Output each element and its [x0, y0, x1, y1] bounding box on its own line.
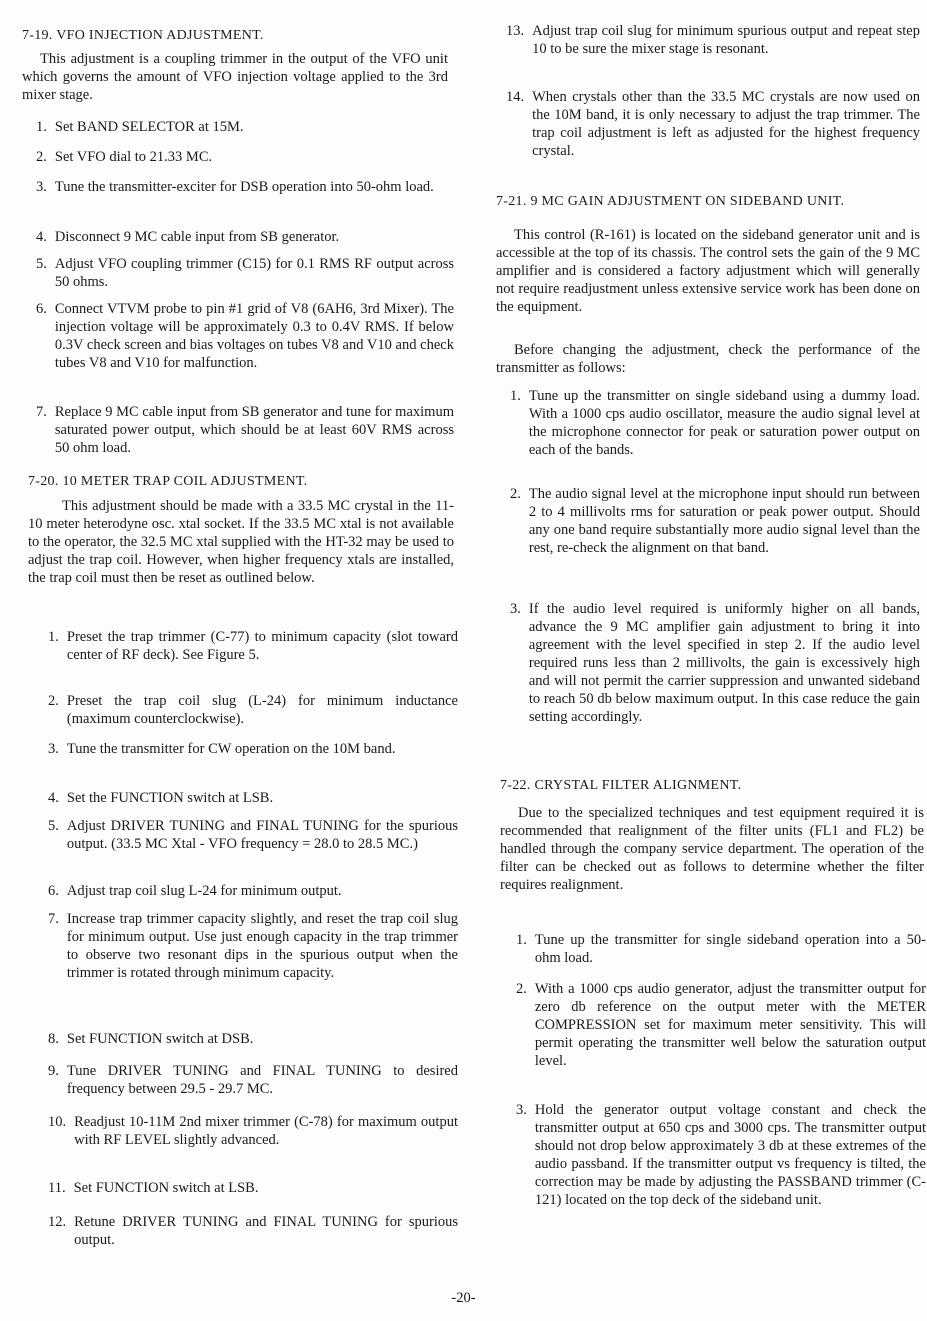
step-item [36, 118, 454, 136]
step-number: 5. [48, 818, 59, 834]
step-text: The audio signal level at the microphone input should run between 2 to 4 millivolts rms for saturation or peak power output. Should any one band require substantially more audio signal level than the rest, re-check the alignment on that band. [528, 486, 920, 556]
step-text: Adjust trap coil slug for minimum spurious output and repeat step 10 to be sure the mixer stage is resonant. [532, 23, 920, 57]
step-item [48, 1030, 458, 1048]
section-heading-7-22: 7-22. CRYSTAL FILTER ALIGNMENT. [500, 778, 742, 793]
step-number: 13. [506, 23, 525, 39]
step-item [48, 692, 458, 728]
step-number: 3. [36, 179, 47, 195]
step-item [36, 300, 454, 372]
section-paragraph: This control (R-161) is located on the sideband generator unit and is accessible at the top of its chassis. The control sets the gain of the 9 MC amplifier and is considered a factory adjustment which will generally not require readjustment unless extensive service work has been done on the equipment. [496, 227, 920, 315]
step-text: With a 1000 cps audio generator, adjust the transmitter output for zero db reference on the output meter with the METER COMPRESSION set for maximum meter sensitivity. This will permit operating the transmitter well below the saturation output level. [534, 981, 926, 1069]
step-item [48, 740, 458, 758]
step-item [516, 980, 926, 1070]
step-item [48, 910, 458, 982]
step-number: 7. [36, 404, 47, 420]
step-text: Adjust DRIVER TUNING and FINAL TUNING for the spurious output. (33.5 MC Xtal - VFO frequency = 28.0 to 28.5 MC.) [66, 818, 458, 852]
step-text: Set FUNCTION switch at LSB. [73, 1180, 259, 1196]
step-number: 4. [36, 229, 47, 245]
step-item [36, 178, 454, 196]
step-text: Set VFO dial to 21.33 MC. [54, 149, 213, 165]
step-item [506, 88, 920, 160]
step-text: Tune the transmitter for CW operation on the 10M band. [66, 741, 396, 757]
step-text: Preset the trap coil slug (L-24) for minimum inductance (maximum counterclockwise). [66, 693, 458, 727]
step-number: 9. [48, 1063, 59, 1079]
step-item [48, 882, 458, 900]
step-item [48, 789, 458, 807]
step-text: Replace 9 MC cable input from SB generator and tune for maximum saturated power output, which should be at least 60V RMS across 50 ohm load. [54, 404, 454, 456]
step-number: 5. [36, 256, 47, 272]
step-number: 8. [48, 1031, 59, 1047]
section-paragraph: Due to the specialized techniques and test equipment required it is recommended that realignment of the filter units (FL1 and FL2) be handled through the company service department. The operation of the filter can be checked out as follows to determine whether the filter requires realignment. [500, 805, 924, 893]
step-item [36, 228, 454, 246]
step-number: 3. [48, 741, 59, 757]
step-text: When crystals other than the 33.5 MC crystals are now used on the 10M band, it is only necessary to adjust the trap trimmer. The trap coil adjustment is left as adjusted for the highest frequency crystal. [532, 89, 920, 159]
step-item [48, 628, 458, 664]
step-item [510, 600, 920, 726]
section-heading-7-20: 7-20. 10 METER TRAP COIL ADJUSTMENT. [28, 474, 308, 489]
step-number: 1. [510, 388, 521, 404]
step-text: Disconnect 9 MC cable input from SB generator. [54, 229, 340, 245]
step-number: 11. [48, 1180, 66, 1196]
section-paragraph: This adjustment is a coupling trimmer in the output of the VFO unit which governs the amount of VFO injection voltage applied to the 3rd mixer stage. [22, 51, 448, 103]
page-number: -20- [451, 1290, 476, 1306]
step-item [36, 255, 454, 291]
step-number: 2. [510, 486, 521, 502]
step-item [516, 931, 926, 967]
step-text: Set BAND SELECTOR at 15M. [54, 119, 244, 135]
step-text: Retune DRIVER TUNING and FINAL TUNING for spurious output. [74, 1214, 458, 1248]
step-text: Set FUNCTION switch at DSB. [66, 1031, 254, 1047]
step-text: Tune the transmitter-exciter for DSB operation into 50-ohm load. [54, 179, 434, 195]
step-item [510, 485, 920, 557]
step-number: 1. [516, 932, 527, 948]
step-number: 3. [516, 1102, 527, 1118]
section-heading-7-19: 7-19. VFO INJECTION ADJUSTMENT. [22, 28, 264, 43]
step-item [48, 817, 458, 853]
step-text: Set the FUNCTION switch at LSB. [66, 790, 274, 806]
step-number: 1. [48, 629, 59, 645]
step-text: Hold the generator output voltage constant and check the transmitter output at 650 cps and 3000 cps. The transmitter output should not drop below approximately 3 db at these extremes of the audio passband. If the transmitter output vs frequency is tilted, the correction may be made by adjusting the PASSBAND trimmer (C-121) located on the top deck of the sideband unit. [534, 1102, 926, 1208]
step-number: 7. [48, 911, 59, 927]
step-item [48, 1062, 458, 1098]
step-text: Readjust 10-11M 2nd mixer trimmer (C-78) for maximum output with RF LEVEL slightly advanced. [74, 1114, 458, 1148]
step-number: 2. [36, 149, 47, 165]
step-item [510, 387, 920, 459]
step-number: 6. [36, 301, 47, 317]
step-text: Adjust VFO coupling trimmer (C15) for 0.1 RMS RF output across 50 ohms. [54, 256, 454, 290]
step-number: 2. [516, 981, 527, 997]
step-text: Tune up the transmitter for single sideband operation into a 50-ohm load. [534, 932, 926, 966]
section-heading-7-21: 7-21. 9 MC GAIN ADJUSTMENT ON SIDEBAND UNIT. [496, 194, 845, 209]
step-item [516, 1101, 926, 1209]
step-item [506, 22, 920, 58]
step-number: 4. [48, 790, 59, 806]
step-number: 14. [506, 89, 525, 105]
step-item [48, 1179, 458, 1197]
step-number: 1. [36, 119, 47, 135]
step-text: Tune DRIVER TUNING and FINAL TUNING to desired frequency between 29.5 - 29.7 MC. [66, 1063, 458, 1097]
step-number: 10. [48, 1114, 67, 1130]
step-item [48, 1213, 458, 1249]
step-number: 12. [48, 1214, 67, 1230]
step-item [36, 403, 454, 457]
step-text: Adjust trap coil slug L-24 for minimum output. [66, 883, 342, 899]
step-text: Connect VTVM probe to pin #1 grid of V8 (6AH6, 3rd Mixer). The injection voltage will be approximately 0.3 to 0.4V RMS. If below 0.3V check screen and bias voltages on tubes V8 and V10 and check tubes V8 and V10 for malfunction. [54, 301, 454, 371]
step-item [36, 148, 454, 166]
section-paragraph: This adjustment should be made with a 33.5 MC crystal in the 11-10 meter heterodyne osc. xtal socket. If the 33.5 MC xtal is not available to the operator, the 32.5 MC xtal supplied with the HT-32 may be used to adjust the trap coil. However, when higher frequency xtals are installed, the trap coil must then be reset as outlined below. [28, 498, 454, 586]
step-text: If the audio level required is uniformly higher on all bands, advance the 9 MC amplifier gain adjustment to bring it into agreement with the level specified in step 2. If the audio level required runs less than 2 millivolts, the gain is excessively high and will not permit the carrier suppression and unwanted sideband to reach 50 db below maximum output. In this case reduce the gain setting accordingly. [528, 601, 920, 725]
step-item [48, 1113, 458, 1149]
step-text: Increase trap trimmer capacity slightly, and reset the trap coil slug for minimum output. Use just enough capacity in the trap trimmer to observe two resonant dips in the spurious output when the trimmer is rotated through minimum capacity. [66, 911, 458, 981]
step-text: Preset the trap trimmer (C-77) to minimum capacity (slot toward center of RF deck). See Figure 5. [66, 629, 458, 663]
step-number: 6. [48, 883, 59, 899]
section-paragraph: Before changing the adjustment, check the performance of the transmitter as follows: [496, 342, 920, 376]
step-number: 3. [510, 601, 521, 617]
step-number: 2. [48, 693, 59, 709]
step-text: Tune up the transmitter on single sideband using a dummy load. With a 1000 cps audio oscillator, measure the audio signal level at the microphone connector for peak or saturation power output on each of the bands. [528, 388, 920, 458]
